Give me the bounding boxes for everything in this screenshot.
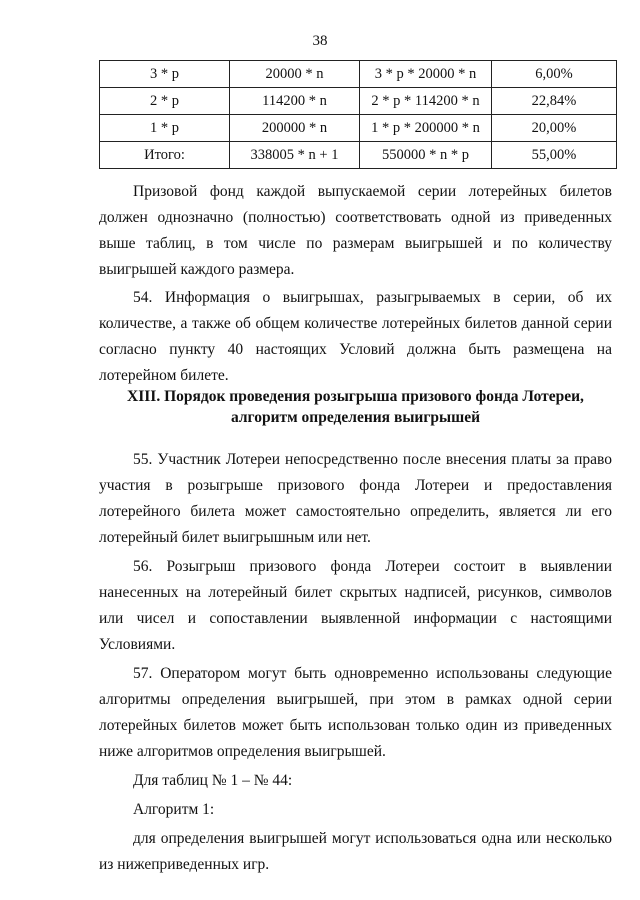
table-cell: 114200 * n — [230, 88, 360, 115]
table-cell: 1 * p — [100, 115, 230, 142]
table-total-row — [100, 142, 617, 169]
table-cell: 1 * p * 200000 * n — [360, 115, 492, 142]
table-cell: 338005 * n + 1 — [230, 142, 360, 169]
table-cell: 20,00% — [492, 115, 617, 142]
table-cell: 3 * p * 20000 * n — [360, 61, 492, 88]
table-cell: 550000 * n * p — [360, 142, 492, 169]
section-heading — [99, 386, 612, 428]
paragraph-55: 55. Участник Лотереи непосредственно после внесения платы за право участия в розыгрыше призового фонда Лотереи и предоставления лотерейного билета может самостоятельно определить, является ли его лотерейный билет выигрышным или нет. — [99, 451, 612, 546]
paragraph-fund-requirement: Призовой фонд каждой выпускаемой серии лотерейных билетов должен однозначно (полностью) соответствовать одной из приведенных выше таблиц, в том числе по размерам выигрышей и по количеству выигрышей каждого размера. — [99, 183, 612, 278]
paragraph-tables-ref: Для таблиц № 1 – № 44: — [133, 772, 293, 789]
text-block-top — [99, 179, 612, 389]
paragraph-algorithm: Алгоритм 1: — [133, 801, 215, 818]
paragraph-54: 54. Информация о выигрышах, разыгрываемых в серии, об их количестве, а также об общем количестве лотерейных билетов данной серии согласно пункту 40 настоящих Условий должна быть размещена на лотерейном билете. — [99, 289, 612, 384]
section-heading-line-1: XIII. Порядок проведения розыгрыша призового фонда Лотереи, — [127, 388, 584, 405]
table-cell: Итого: — [100, 142, 230, 169]
paragraph-algorithm-desc: для определения выигрышей могут использоваться одна или несколько из нижеприведенных игр. — [99, 830, 612, 873]
table-row — [100, 115, 617, 142]
section-heading-line-2: алгоритм определения выигрышей — [230, 409, 481, 426]
table-cell: 200000 * n — [230, 115, 360, 142]
table-cell: 3 * p — [100, 61, 230, 88]
table-cell: 22,84% — [492, 88, 617, 115]
paragraph-57: 57. Оператором могут быть одновременно использованы следующие алгоритмы определения выигрышей, при этом в рамках одной серии лотерейных билетов может быть использован только один из приведенных ниже алгоритмов определения выигрышей. — [99, 665, 612, 760]
table-cell: 2 * p — [100, 88, 230, 115]
table-row — [100, 61, 617, 88]
text-block-bottom — [99, 447, 612, 878]
table-cell: 6,00% — [492, 61, 617, 88]
paragraph-56: 56. Розыгрыш призового фонда Лотереи состоит в выявлении нанесенных на лотерейный билет скрытых надписей, рисунков, символов или чисел и сопоставлении выявленной информации с настоящими Условиями. — [99, 558, 612, 653]
prize-fund-table — [99, 60, 617, 169]
table-cell: 20000 * n — [230, 61, 360, 88]
table-row — [100, 88, 617, 115]
table-cell: 2 * p * 114200 * n — [360, 88, 492, 115]
page-number: 38 — [312, 33, 328, 49]
table-cell: 55,00% — [492, 142, 617, 169]
